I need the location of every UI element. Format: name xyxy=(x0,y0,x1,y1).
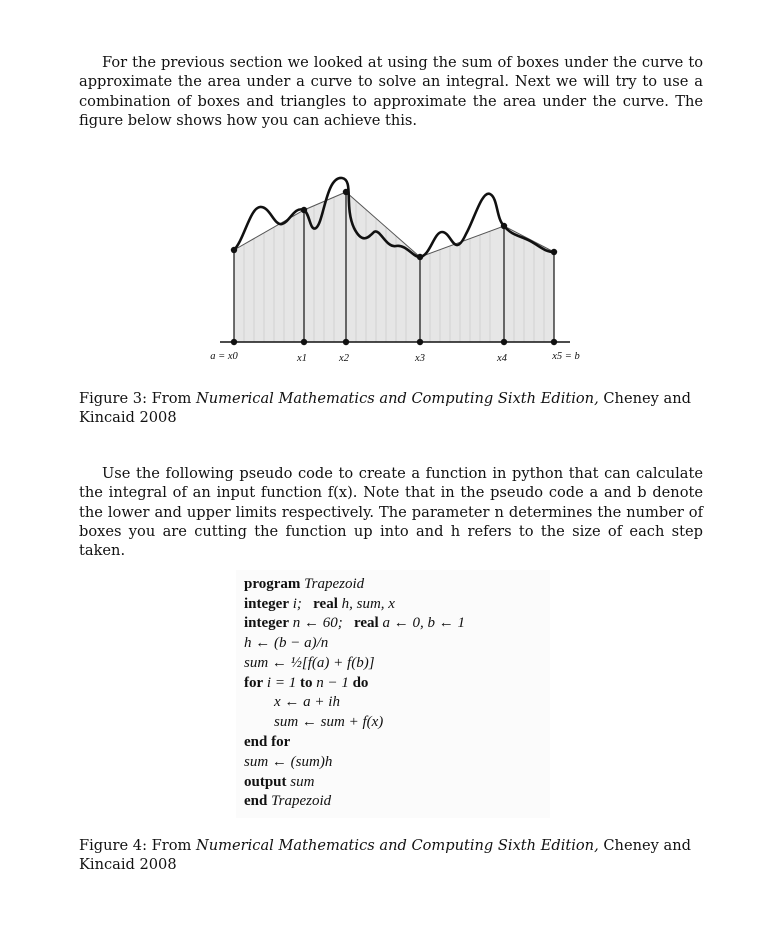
label-x4: x4 xyxy=(497,353,507,364)
label-x5: x5 = b xyxy=(552,351,580,362)
intro-paragraph: For the previous section we looked at using the sum of boxes under the curve to approximate the area under a curve to solve an integral. Next we will try to use a combination of boxes and triangles to approximate the area under the curve. The figure below shows how you can achieve this. xyxy=(79,54,703,129)
pseudo-line-2: integer i; real h, sum, x xyxy=(244,596,395,612)
pseudocode-block xyxy=(236,570,550,818)
figure3-caption-prefix: Figure 3: From xyxy=(79,390,196,407)
trapezoid-area xyxy=(234,192,554,342)
pseudo-line-10: sum ← (sum)h xyxy=(244,754,333,770)
label-x2: x2 xyxy=(339,353,349,364)
label-x0: a = x0 xyxy=(210,351,238,362)
trapezoid-figure xyxy=(190,170,590,370)
pseudo-line-5: sum ← ½[f(a) + f(b)] xyxy=(244,655,375,671)
figure4-caption xyxy=(79,836,703,875)
pseudo-line-9: end for xyxy=(244,734,291,750)
pseudo-line-4: h ← (b − a)/n xyxy=(244,635,329,651)
pseudo-line-1: program Trapezoid xyxy=(244,576,365,592)
pseudo-line-8: sum ← sum + f(x) xyxy=(274,714,384,730)
usage-paragraph: Use the following pseudo code to create a function in python that can calculate the integral of an input function f(x). Note that in the pseudo code a and b denote the lower and upper limits respectively. The parameter n determines the number of boxes you are cutting the function up into and h refers to the size of each step taken. xyxy=(79,465,703,560)
figure4-caption-book: Numerical Mathematics and Computing Sixth Edition, xyxy=(196,837,599,854)
pseudo-line-6: for i = 1 to n − 1 do xyxy=(244,675,369,691)
figure3-caption-book: Numerical Mathematics and Computing Sixth Edition, xyxy=(196,390,599,407)
figure3-caption-suffix: Cheney and Kincaid 2008 xyxy=(79,390,691,427)
pseudo-line-11: output sum xyxy=(244,774,315,790)
figure3-caption xyxy=(79,389,703,428)
pseudo-line-3: integer n ← 60; real a ← 0, b ← 1 xyxy=(244,615,465,631)
label-x1: x1 xyxy=(297,353,307,364)
figure4-caption-suffix: Cheney and Kincaid 2008 xyxy=(79,837,691,874)
pseudo-line-7: x ← a + ih xyxy=(274,694,340,710)
pseudo-line-12: end Trapezoid xyxy=(244,793,332,809)
figure4-caption-prefix: Figure 4: From xyxy=(79,837,196,854)
label-x3: x3 xyxy=(415,353,425,364)
